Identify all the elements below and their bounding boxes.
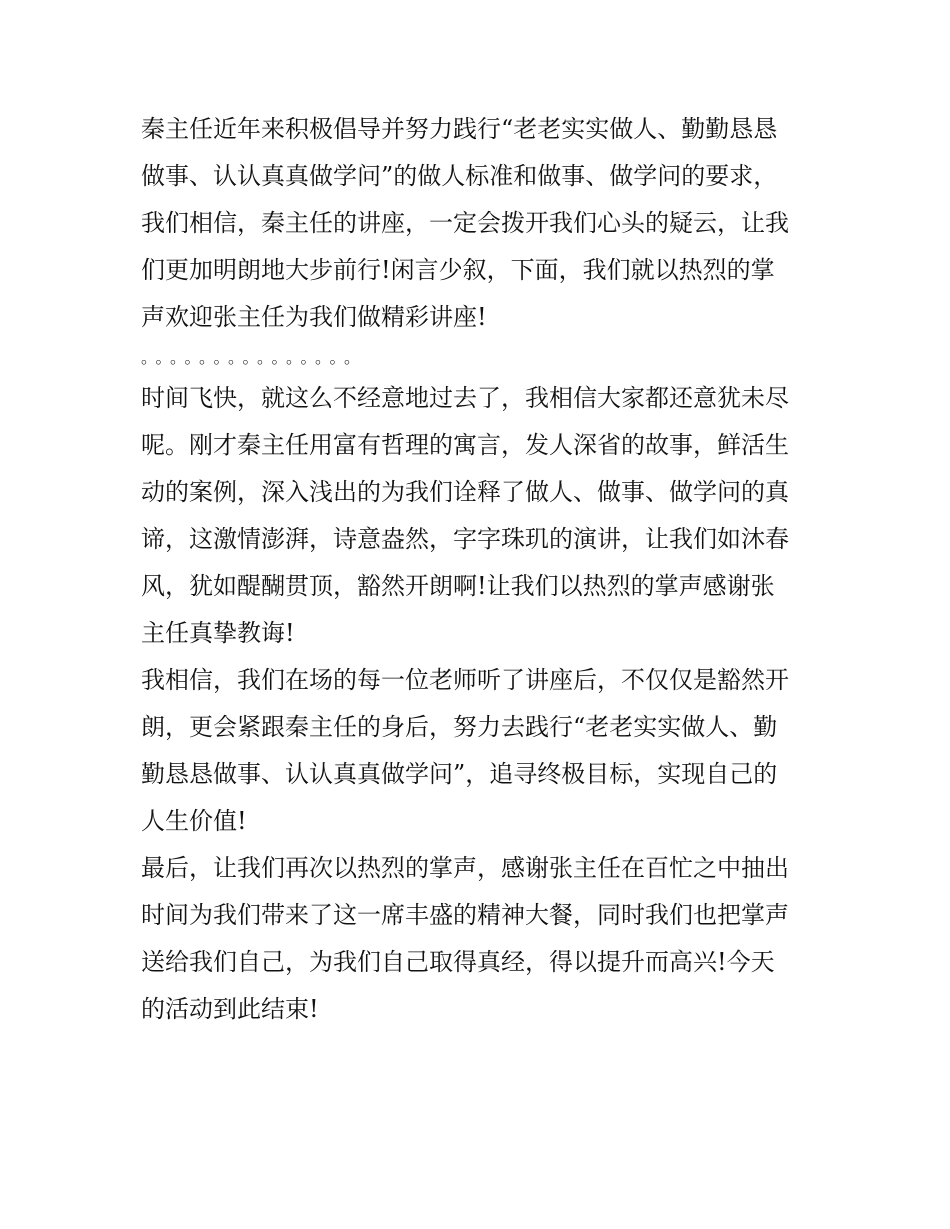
text-line: 谛，这激情澎湃，诗意盎然，字字珠玑的演讲，让我们如沐春: [141, 525, 789, 553]
text-line: 呢。刚才秦主任用富有哲理的寓言，发人深省的故事，鲜活生: [141, 431, 789, 459]
text-line: 朗，更会紧跟秦主任的身后，努力去践行“老老实实做人、勤: [141, 713, 778, 741]
paragraph-thanks: [141, 375, 813, 657]
text-line: 声欢迎张主任为我们做精彩讲座!: [141, 303, 487, 331]
text-line: 动的案例，深入浅出的为我们诠释了做人、做事、做学问的真: [141, 478, 789, 506]
text-line: 风，犹如醍醐贯顶，豁然开朗啊!让我们以热烈的掌声感谢张: [141, 572, 775, 600]
text-line: 主任真挚教诲!: [141, 619, 295, 647]
paragraph-belief: [141, 657, 813, 845]
dot-separator: 。。。。。。。。。。。。。。。: [141, 348, 367, 367]
document-body: [141, 106, 813, 1033]
text-line: 做事、认认真真做学问”的做人标准和做事、做学问的要求，: [141, 162, 778, 190]
separator-row: [141, 341, 813, 375]
text-line: 我们相信，秦主任的讲座，一定会拨开我们心头的疑云，让我: [141, 209, 789, 237]
text-line: 时间为我们带来了这一席丰盛的精神大餐，同时我们也把掌声: [141, 901, 789, 929]
text-line: 勤恳恳做事、认认真真做学问”，追寻终极目标，实现自己的: [141, 760, 778, 788]
text-line: 们更加明朗地大步前行!闲言少叙，下面，我们就以热烈的掌: [141, 256, 775, 284]
text-line: 最后，让我们再次以热烈的掌声，感谢张主任在百忙之中抽出: [141, 854, 789, 882]
text-line: 秦主任近年来积极倡导并努力践行“老老实实做人、勤勤恳恳: [141, 115, 778, 143]
text-line: 时间飞快，就这么不经意地过去了，我相信大家都还意犹未尽: [141, 384, 789, 412]
text-line: 的活动到此结束!: [141, 995, 319, 1023]
paragraph-intro: [141, 106, 813, 341]
text-line: 人生价值!: [141, 807, 247, 835]
paragraph-closing: [141, 845, 813, 1033]
text-line: 送给我们自己，为我们自己取得真经，得以提升而高兴!今天: [141, 948, 775, 976]
text-line: 我相信，我们在场的每一位老师听了讲座后，不仅仅是豁然开: [141, 666, 789, 694]
